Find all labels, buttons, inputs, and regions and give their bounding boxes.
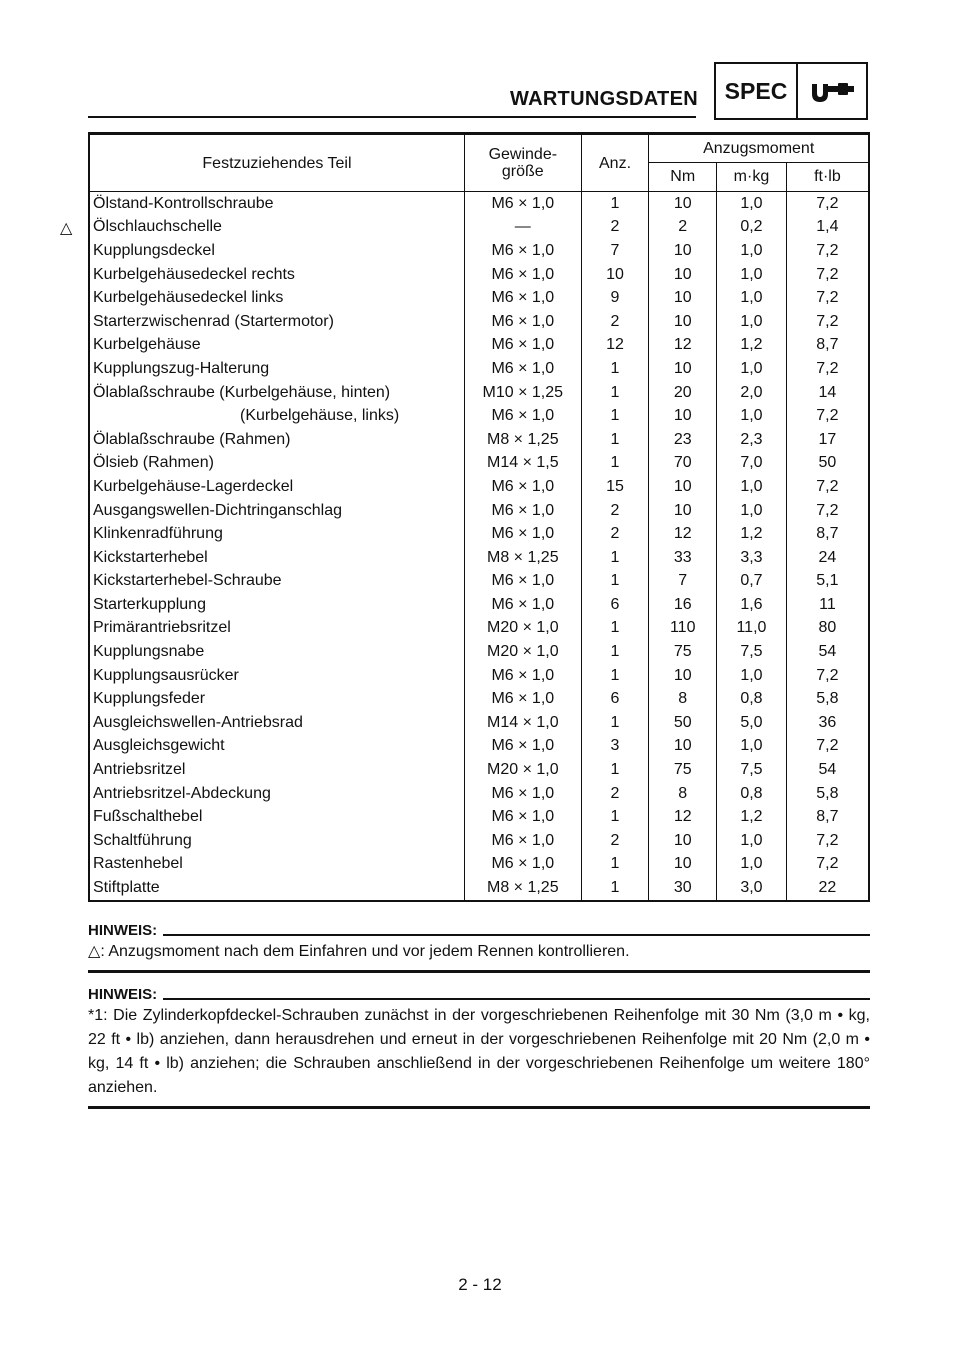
part-name: Ausgleichsgewicht <box>93 737 225 755</box>
cell-part <box>89 687 464 711</box>
cell-nm: 2 <box>649 216 717 240</box>
table-row <box>89 711 869 735</box>
cell-qty: 2 <box>581 216 649 240</box>
part-name: Kupplungsausrücker <box>93 666 239 684</box>
header-part: Festzuziehendes Teil <box>89 135 464 192</box>
cell-nm: 10 <box>649 357 717 381</box>
header-thread-size <box>464 135 581 192</box>
cell-qty: 1 <box>581 758 649 782</box>
cell-mkg: 3,3 <box>717 546 787 570</box>
cell-mkg: 1,0 <box>717 239 787 263</box>
cell-ftlb: 5,8 <box>786 687 869 711</box>
part-name: Kurbelgehäuse-Lagerdeckel <box>93 477 294 495</box>
cell-part <box>89 617 464 641</box>
cell-qty: 1 <box>581 192 649 216</box>
cell-mkg: 1,6 <box>717 593 787 617</box>
cell-ftlb: 7,2 <box>786 404 869 428</box>
note-heading-label: HINWEIS: <box>88 922 158 939</box>
table-row <box>89 546 869 570</box>
part-name: Kurbelgehäusedeckel rechts <box>93 265 295 283</box>
cell-ftlb: 24 <box>786 546 869 570</box>
part-name: Ausgangswellen-Dichtringanschlag <box>93 501 343 519</box>
part-name: Klinkenradführung <box>93 525 223 543</box>
triangle-marker-icon: △ <box>60 219 73 237</box>
header-qty: Anz. <box>581 135 649 192</box>
cell-mkg: 1,0 <box>717 263 787 287</box>
cell-ftlb: 7,2 <box>786 357 869 381</box>
cell-ftlb: 7,2 <box>786 286 869 310</box>
cell-nm: 10 <box>649 286 717 310</box>
cell-mkg: 1,0 <box>717 310 787 334</box>
cell-part <box>89 475 464 499</box>
cell-part <box>89 711 464 735</box>
note-text: *1: Die Zylinderkopfdeckel-Schrauben zunächst in der vorgeschriebenen Reihenfolge mit 30 Nm (3,0 m • kg, 22 ft • lb) anziehen, dann herausdrehen und erneut in der vorgeschriebenen Reihenfolge mit 20 Nm (2,0 m • kg, 14 ft • lb) anziehen; die Schrauben anschließend in der vorgeschriebenen Reihenfolge um weitere 180° anziehen. <box>88 1007 870 1096</box>
part-name: Ölsieb (Rahmen) <box>93 454 214 472</box>
cell-nm: 30 <box>649 876 717 901</box>
part-name: Kurbelgehäuse <box>93 336 201 354</box>
cell-thread: M6 × 1,0 <box>464 664 581 688</box>
part-name: Kupplungsfeder <box>93 690 206 708</box>
cell-thread: M6 × 1,0 <box>464 593 581 617</box>
part-name: Kurbelgehäusedeckel links <box>93 289 284 307</box>
cell-qty: 15 <box>581 475 649 499</box>
table-row <box>89 687 869 711</box>
note-heading <box>88 986 870 1003</box>
cell-part <box>89 428 464 452</box>
cell-thread: M6 × 1,0 <box>464 522 581 546</box>
cell-nm: 10 <box>649 404 717 428</box>
cell-ftlb: 8,7 <box>786 805 869 829</box>
cell-thread: M6 × 1,0 <box>464 192 581 216</box>
part-name: Kupplungsdeckel <box>93 241 215 259</box>
table-row <box>89 428 869 452</box>
cell-mkg: 1,0 <box>717 475 787 499</box>
cell-qty: 2 <box>581 522 649 546</box>
cell-ftlb: 50 <box>786 452 869 476</box>
table-body <box>60 192 869 901</box>
cell-ftlb: 54 <box>786 758 869 782</box>
cell-qty: 1 <box>581 640 649 664</box>
part-name: Ölablaßschraube (Rahmen) <box>93 430 291 448</box>
cell-ftlb: 17 <box>786 428 869 452</box>
cell-qty: 6 <box>581 593 649 617</box>
part-name: Ölablaßschraube (Kurbelgehäuse, hinten) <box>93 383 391 401</box>
cell-thread: M6 × 1,0 <box>464 735 581 759</box>
cell-qty: 1 <box>581 876 649 901</box>
cell-qty: 2 <box>581 499 649 523</box>
cell-mkg: 1,0 <box>717 853 787 877</box>
cell-part <box>89 381 464 405</box>
cell-thread: M6 × 1,0 <box>464 239 581 263</box>
cell-part <box>89 192 464 216</box>
table-row <box>89 334 869 358</box>
cell-thread: M6 × 1,0 <box>464 310 581 334</box>
note-heading-label: HINWEIS: <box>88 986 158 1003</box>
cell-mkg: 0,8 <box>717 782 787 806</box>
cell-nm: 23 <box>649 428 717 452</box>
cell-part <box>89 499 464 523</box>
page-header <box>88 62 870 122</box>
cell-mkg: 1,2 <box>717 805 787 829</box>
cell-thread: M8 × 1,25 <box>464 428 581 452</box>
table-row <box>89 640 869 664</box>
note-heading-rule <box>163 934 870 936</box>
cell-nm: 70 <box>649 452 717 476</box>
cell-nm: 20 <box>649 381 717 405</box>
cell-part <box>89 782 464 806</box>
part-name: Fußschalthebel <box>93 808 203 826</box>
cell-nm: 10 <box>649 475 717 499</box>
part-name: Ausgleichswellen-Antriebsrad <box>93 713 303 731</box>
part-name: Ölschlauchschelle <box>93 218 222 236</box>
cell-nm: 10 <box>649 263 717 287</box>
cell-qty: 1 <box>581 546 649 570</box>
cell-thread: M20 × 1,0 <box>464 617 581 641</box>
cell-part <box>89 522 464 546</box>
note-text-content: : Anzugsmoment nach dem Einfahren und vor jedem Rennen kontrollieren. <box>100 943 630 960</box>
part-name: Starterkupplung <box>93 595 206 613</box>
micrometer-icon <box>798 64 866 118</box>
part-name: (Kurbelgehäuse, links) <box>240 407 400 425</box>
part-name: Ölstand-Kontrollschraube <box>93 194 274 212</box>
cell-thread: M6 × 1,0 <box>464 475 581 499</box>
cell-thread: M6 × 1,0 <box>464 570 581 594</box>
cell-nm: 10 <box>649 853 717 877</box>
cell-mkg: 1,0 <box>717 735 787 759</box>
cell-qty: 2 <box>581 310 649 334</box>
cell-qty: 1 <box>581 664 649 688</box>
cell-part <box>89 404 464 428</box>
cell-qty: 1 <box>581 404 649 428</box>
part-name: Stiftplatte <box>93 879 160 897</box>
cell-nm: 10 <box>649 310 717 334</box>
table-row <box>89 829 869 853</box>
table-row <box>89 192 869 216</box>
cell-thread: M6 × 1,0 <box>464 687 581 711</box>
cell-mkg: 1,2 <box>717 522 787 546</box>
cell-nm: 33 <box>649 546 717 570</box>
part-name: Antriebsritzel-Abdeckung <box>93 784 271 802</box>
cell-part <box>89 593 464 617</box>
cell-mkg: 11,0 <box>717 617 787 641</box>
table-row <box>89 452 869 476</box>
cell-mkg: 5,0 <box>717 711 787 735</box>
table-row <box>89 570 869 594</box>
cell-qty: 1 <box>581 570 649 594</box>
cell-ftlb: 7,2 <box>786 192 869 216</box>
header-thread-line1: Gewinde- <box>488 146 558 163</box>
cell-mkg: 1,0 <box>717 286 787 310</box>
cell-qty: 10 <box>581 263 649 287</box>
cell-thread: M14 × 1,5 <box>464 452 581 476</box>
cell-nm: 50 <box>649 711 717 735</box>
table-row <box>89 381 869 405</box>
part-name: Kupplungszug-Halterung <box>93 359 270 377</box>
table-row <box>89 357 869 381</box>
cell-ftlb: 7,2 <box>786 499 869 523</box>
note-end-rule <box>88 1106 870 1109</box>
cell-part <box>89 805 464 829</box>
cell-mkg: 7,5 <box>717 640 787 664</box>
cell-ftlb: 7,2 <box>786 263 869 287</box>
cell-nm: 12 <box>649 334 717 358</box>
cell-ftlb: 8,7 <box>786 522 869 546</box>
note-heading <box>88 922 870 939</box>
table-row <box>89 404 869 428</box>
cell-nm: 110 <box>649 617 717 641</box>
cell-mkg: 1,2 <box>717 334 787 358</box>
cell-mkg: 1,0 <box>717 192 787 216</box>
cell-nm: 8 <box>649 782 717 806</box>
table-row <box>89 216 869 240</box>
cell-nm: 75 <box>649 758 717 782</box>
part-name: Rastenhebel <box>93 855 183 873</box>
part-name: Antriebsritzel <box>93 761 186 779</box>
cell-ftlb: 7,2 <box>786 853 869 877</box>
cell-mkg: 1,0 <box>717 829 787 853</box>
note-text <box>88 940 870 964</box>
table-row <box>89 735 869 759</box>
table-row <box>89 876 869 901</box>
spec-label: SPEC <box>716 64 798 118</box>
cell-mkg: 7,0 <box>717 452 787 476</box>
table-row <box>89 522 869 546</box>
cell-qty: 12 <box>581 334 649 358</box>
section-title: WARTUNGSDATEN <box>510 88 698 110</box>
cell-part <box>89 876 464 901</box>
cell-qty: 2 <box>581 782 649 806</box>
cell-nm: 10 <box>649 829 717 853</box>
cell-mkg: 3,0 <box>717 876 787 901</box>
cell-thread: M6 × 1,0 <box>464 334 581 358</box>
note-cylinder-head-bolts <box>88 986 870 1109</box>
cell-thread: M20 × 1,0 <box>464 640 581 664</box>
cell-ftlb: 7,2 <box>786 735 869 759</box>
cell-mkg: 1,0 <box>717 499 787 523</box>
cell-mkg: 0,7 <box>717 570 787 594</box>
header-nm: Nm <box>649 163 717 192</box>
cell-qty: 1 <box>581 452 649 476</box>
cell-ftlb: 5,1 <box>786 570 869 594</box>
cell-thread: M6 × 1,0 <box>464 404 581 428</box>
cell-thread: M6 × 1,0 <box>464 782 581 806</box>
note-end-rule <box>88 970 870 973</box>
cell-thread: M6 × 1,0 <box>464 805 581 829</box>
cell-mkg: 7,5 <box>717 758 787 782</box>
cell-thread: M6 × 1,0 <box>464 853 581 877</box>
cell-thread: M10 × 1,25 <box>464 381 581 405</box>
table-row <box>89 782 869 806</box>
cell-part <box>89 546 464 570</box>
cell-mkg: 0,8 <box>717 687 787 711</box>
table-row <box>89 758 869 782</box>
cell-thread: M6 × 1,0 <box>464 357 581 381</box>
spec-badge <box>714 62 868 120</box>
part-name: Starterzwischenrad (Startermotor) <box>93 312 334 330</box>
cell-nm: 10 <box>649 239 717 263</box>
cell-qty: 2 <box>581 829 649 853</box>
cell-thread: M6 × 1,0 <box>464 286 581 310</box>
cell-ftlb: 8,7 <box>786 334 869 358</box>
table-row <box>89 239 869 263</box>
cell-ftlb: 5,8 <box>786 782 869 806</box>
cell-nm: 16 <box>649 593 717 617</box>
cell-thread: M6 × 1,0 <box>464 829 581 853</box>
cell-thread: M6 × 1,0 <box>464 499 581 523</box>
cell-mkg: 2,0 <box>717 381 787 405</box>
header-ftlb: ft·lb <box>786 163 869 192</box>
cell-part <box>89 286 464 310</box>
cell-ftlb: 22 <box>786 876 869 901</box>
cell-ftlb: 7,2 <box>786 475 869 499</box>
header-mkg: m·kg <box>717 163 787 192</box>
table-row <box>89 310 869 334</box>
cell-qty: 7 <box>581 239 649 263</box>
part-name: Primärantriebsritzel <box>93 619 231 637</box>
cell-ftlb: 7,2 <box>786 239 869 263</box>
cell-qty: 3 <box>581 735 649 759</box>
cell-nm: 10 <box>649 664 717 688</box>
cell-mkg: 1,0 <box>717 664 787 688</box>
header-thread-line2: größe <box>501 163 544 180</box>
table-row <box>89 617 869 641</box>
cell-part <box>89 570 464 594</box>
cell-nm: 7 <box>649 570 717 594</box>
cell-thread: M14 × 1,0 <box>464 711 581 735</box>
cell-ftlb: 80 <box>786 617 869 641</box>
cell-thread: M8 × 1,25 <box>464 876 581 901</box>
cell-qty: 1 <box>581 381 649 405</box>
cell-ftlb: 1,4 <box>786 216 869 240</box>
table-row <box>89 263 869 287</box>
torque-spec-table <box>60 134 870 902</box>
cell-nm: 8 <box>649 687 717 711</box>
table-row <box>89 664 869 688</box>
cell-ftlb: 11 <box>786 593 869 617</box>
table-row <box>89 286 869 310</box>
table-row <box>89 805 869 829</box>
cell-part <box>89 853 464 877</box>
triangle-marker-icon: △ <box>88 943 101 960</box>
cell-nm: 12 <box>649 522 717 546</box>
cell-qty: 1 <box>581 711 649 735</box>
cell-qty: 6 <box>581 687 649 711</box>
cell-nm: 75 <box>649 640 717 664</box>
cell-ftlb: 54 <box>786 640 869 664</box>
cell-nm: 10 <box>649 499 717 523</box>
header-underline <box>88 116 696 118</box>
page-number: 2 - 12 <box>458 1275 502 1294</box>
cell-thread: — <box>464 216 581 240</box>
cell-part <box>89 640 464 664</box>
part-name: Kupplungsnabe <box>93 643 205 661</box>
cell-mkg: 1,0 <box>717 357 787 381</box>
cell-part <box>89 452 464 476</box>
part-name: Kickstarterhebel-Schraube <box>93 572 282 590</box>
cell-ftlb: 14 <box>786 381 869 405</box>
cell-mkg: 0,2 <box>717 216 787 240</box>
cell-part <box>89 664 464 688</box>
cell-mkg: 1,0 <box>717 404 787 428</box>
cell-ftlb: 7,2 <box>786 664 869 688</box>
cell-qty: 1 <box>581 617 649 641</box>
note-inspection <box>88 922 870 973</box>
table-row <box>89 475 869 499</box>
cell-thread: M8 × 1,25 <box>464 546 581 570</box>
cell-nm: 12 <box>649 805 717 829</box>
cell-part <box>89 829 464 853</box>
cell-ftlb: 7,2 <box>786 310 869 334</box>
table-row <box>89 499 869 523</box>
cell-nm: 10 <box>649 192 717 216</box>
table-row <box>89 853 869 877</box>
cell-part <box>89 239 464 263</box>
cell-part <box>89 758 464 782</box>
cell-qty: 1 <box>581 428 649 452</box>
cell-part <box>60 216 464 240</box>
cell-qty: 1 <box>581 853 649 877</box>
cell-ftlb: 7,2 <box>786 829 869 853</box>
cell-part <box>89 735 464 759</box>
part-name: Schaltführung <box>93 831 192 849</box>
header-torque: Anzugsmoment <box>649 135 869 163</box>
cell-part <box>89 263 464 287</box>
cell-part <box>89 357 464 381</box>
note-heading-rule <box>163 998 870 1000</box>
cell-thread: M6 × 1,0 <box>464 263 581 287</box>
cell-mkg: 2,3 <box>717 428 787 452</box>
cell-thread: M20 × 1,0 <box>464 758 581 782</box>
table-row <box>89 593 869 617</box>
cell-qty: 1 <box>581 357 649 381</box>
cell-qty: 1 <box>581 805 649 829</box>
cell-qty: 9 <box>581 286 649 310</box>
part-name: Kickstarterhebel <box>93 548 208 566</box>
cell-ftlb: 36 <box>786 711 869 735</box>
cell-part <box>89 334 464 358</box>
cell-part <box>89 310 464 334</box>
cell-nm: 10 <box>649 735 717 759</box>
